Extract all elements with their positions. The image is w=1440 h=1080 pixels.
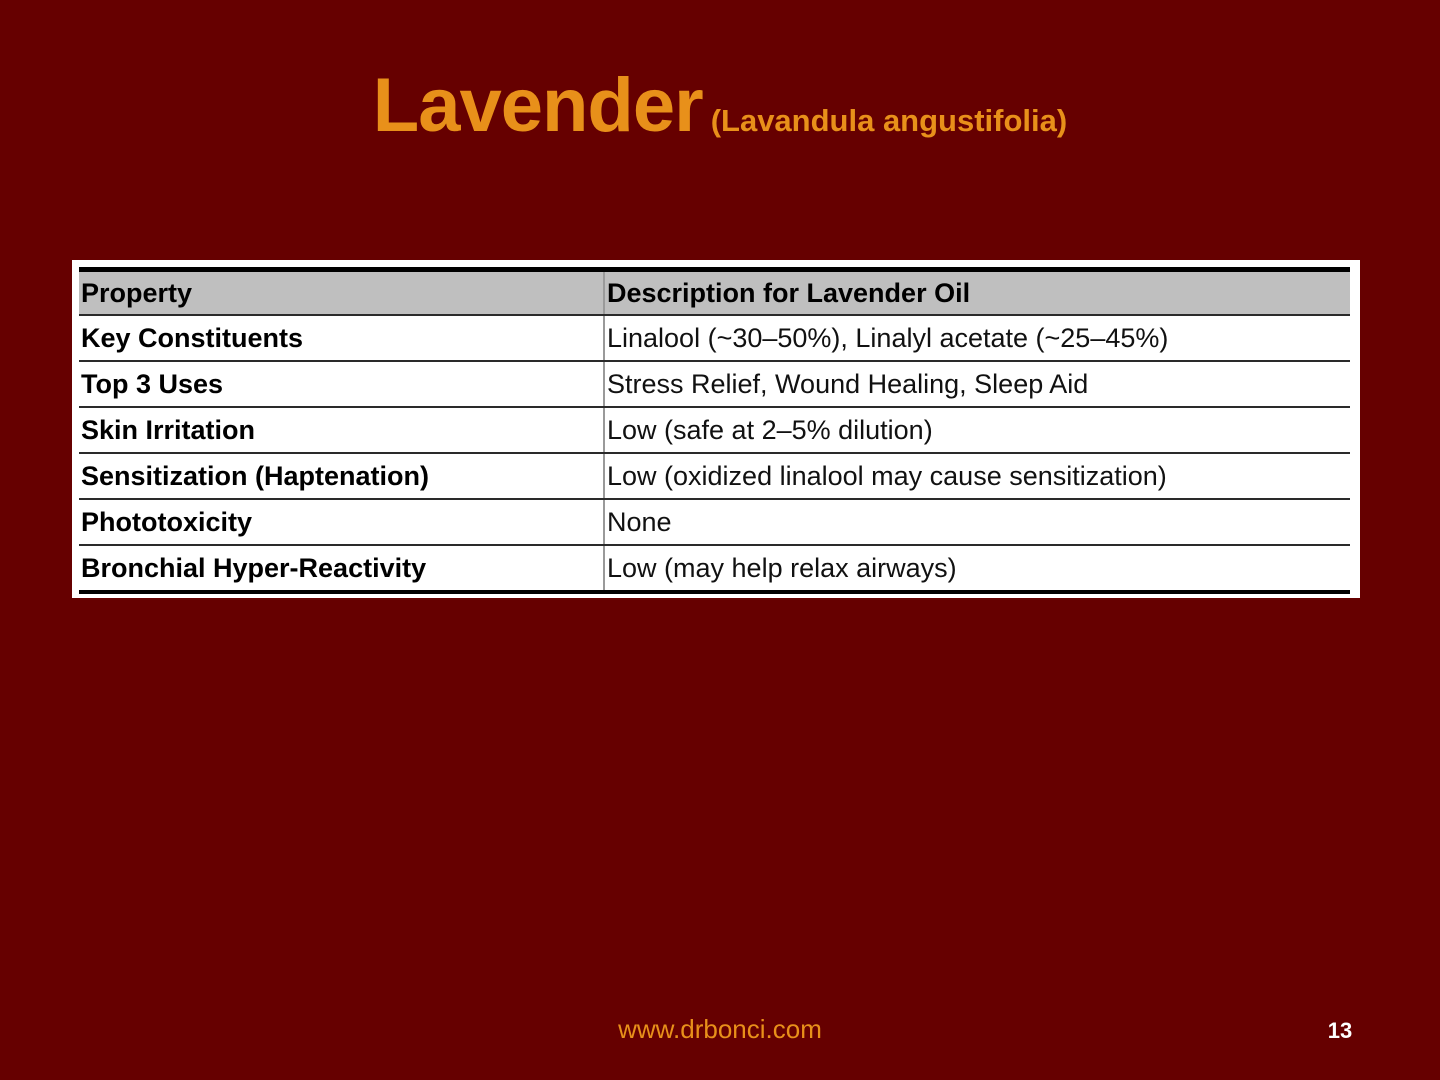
table-row: [79, 545, 1350, 592]
property-cell: Sensitization (Haptenation): [79, 453, 604, 499]
slide-title: [0, 62, 1440, 149]
title-main: Lavender: [372, 63, 703, 148]
table-row: [79, 453, 1350, 499]
property-cell: Bronchial Hyper-Reactivity: [79, 545, 604, 592]
table-row: [79, 315, 1350, 361]
page-number: 13: [1327, 1018, 1353, 1043]
table-row: [79, 407, 1350, 453]
header-property: Property: [79, 270, 604, 316]
table-row: [79, 499, 1350, 545]
properties-table: [79, 267, 1350, 594]
property-cell: Top 3 Uses: [79, 361, 604, 407]
property-cell: Phototoxicity: [79, 499, 604, 545]
description-cell: Low (safe at 2–5% dilution): [604, 407, 1350, 453]
description-cell: Linalool (~30–50%), Linalyl acetate (~25–45%): [604, 315, 1350, 361]
header-description: Description for Lavender Oil: [604, 270, 1350, 316]
title-subtitle: (Lavandula angustifolia): [710, 103, 1068, 138]
property-cell: Skin Irritation: [79, 407, 604, 453]
table-frame: [72, 260, 1360, 598]
description-cell: Low (oxidized linalool may cause sensitization): [604, 453, 1350, 499]
table-row: [79, 361, 1350, 407]
description-cell: None: [604, 499, 1350, 545]
description-cell: Low (may help relax airways): [607, 552, 957, 583]
property-cell: Key Constituents: [79, 315, 604, 361]
footer-url-link[interactable]: www.drbonci.com: [618, 1014, 822, 1044]
table-header-row: [79, 270, 1350, 316]
description-cell: Stress Relief, Wound Healing, Sleep Aid: [604, 361, 1350, 407]
